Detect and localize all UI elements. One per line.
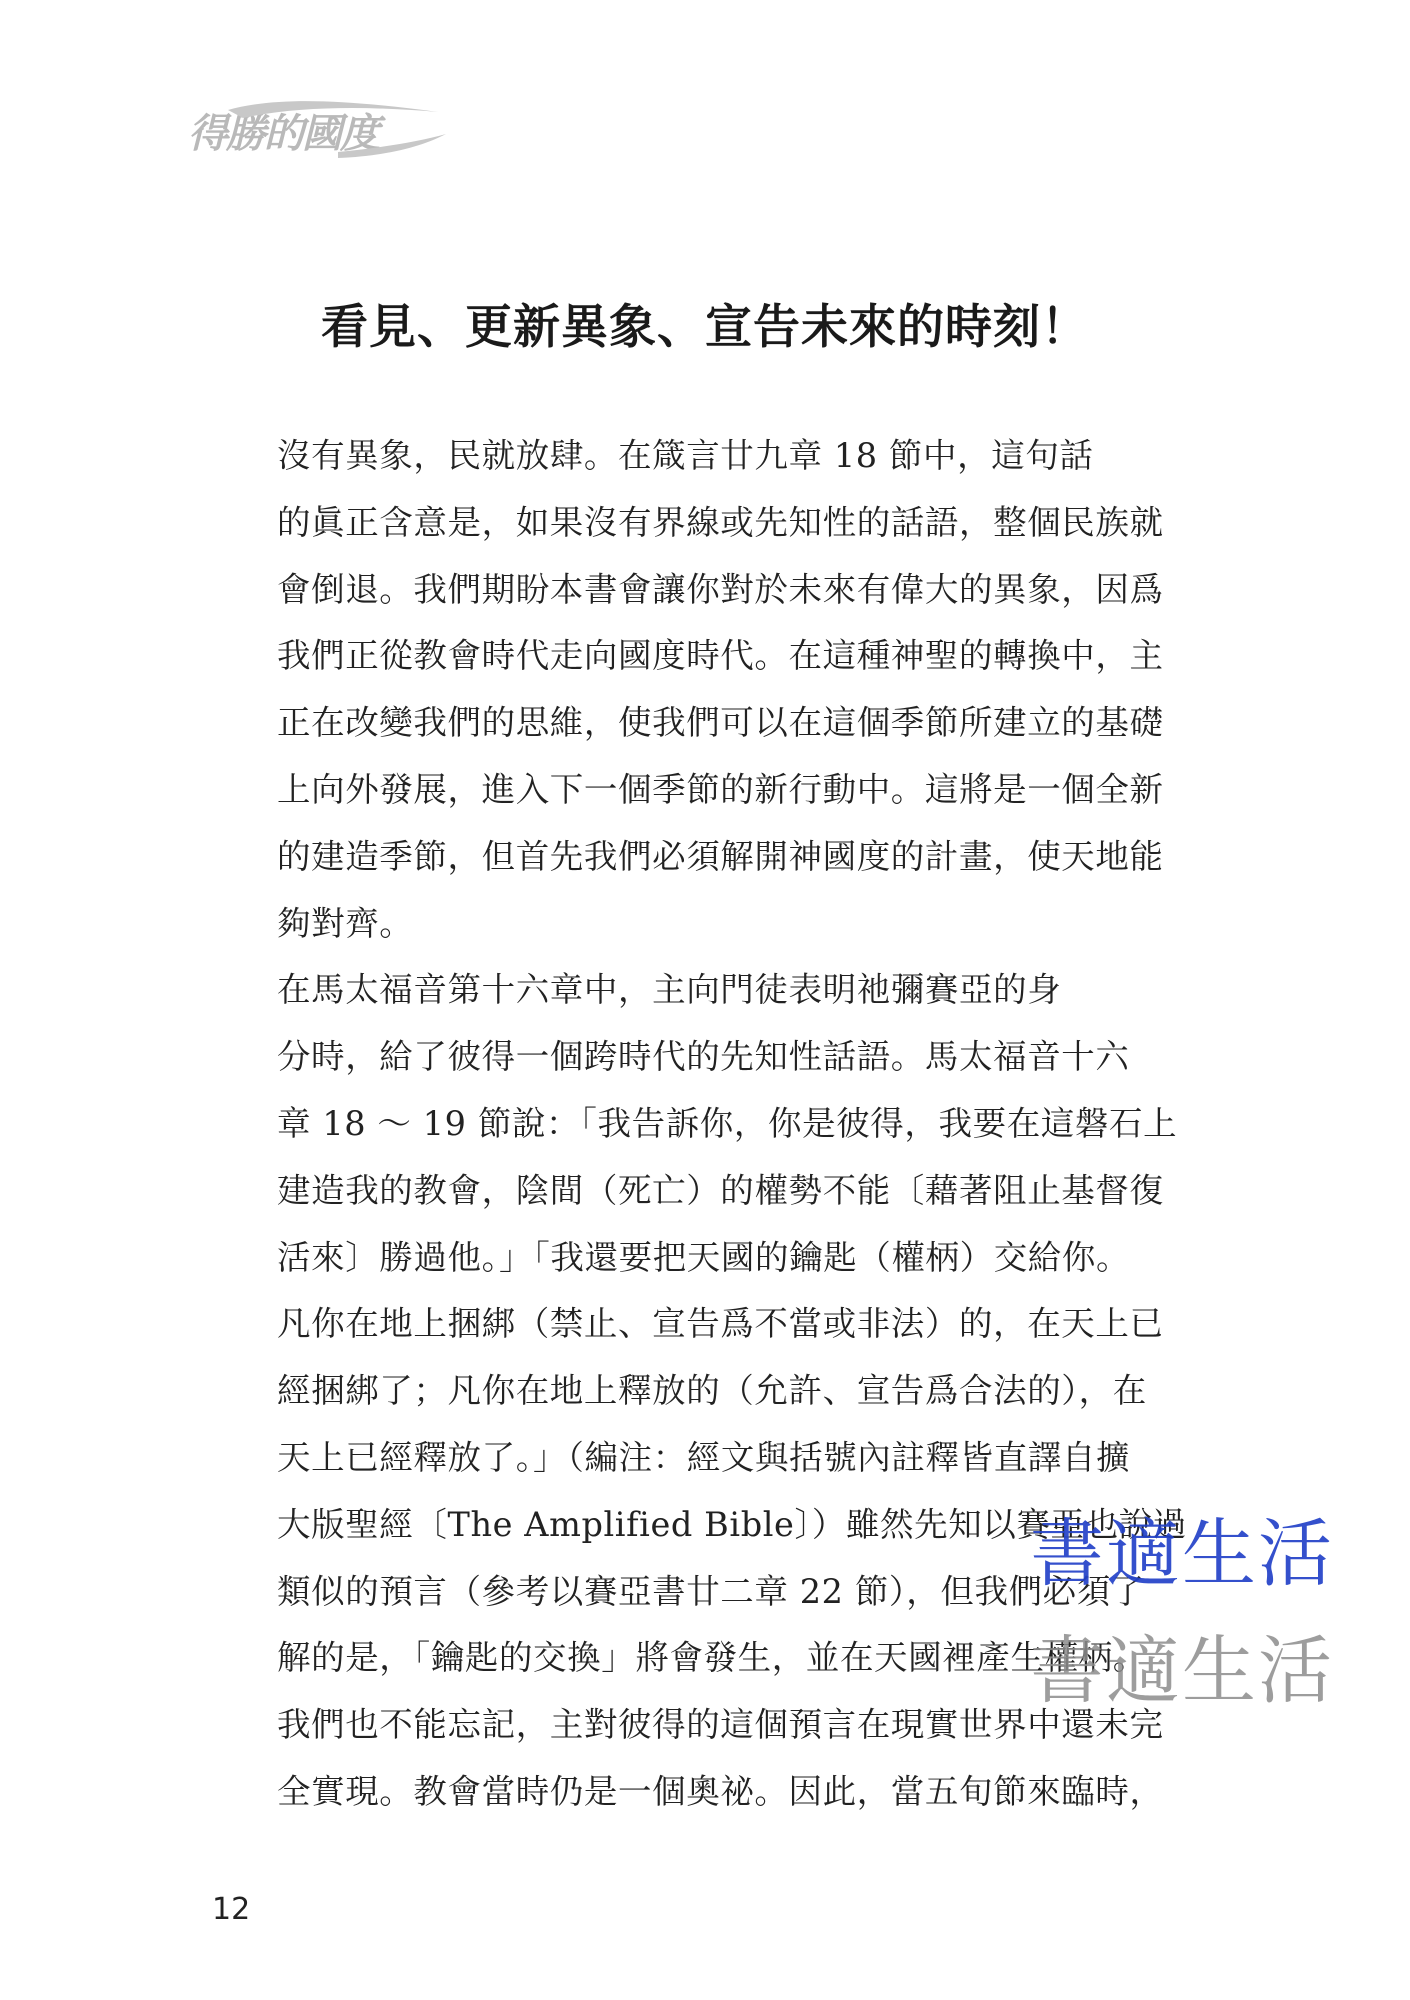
text-line: 經捆綁了；凡你在地上釋放的（允許、宣告爲合法的），在 bbox=[277, 1371, 1147, 1411]
text-line: 我們也不能忘記，主對彼得的這個預言在現實世界中還未完 bbox=[277, 1705, 1164, 1745]
text-line: 沒有異象，民就放肆。在箴言廿九章 18 節中，這句話 bbox=[277, 436, 1094, 475]
swoosh-icon bbox=[188, 98, 448, 168]
text-line: 在馬太福音第十六章中，主向門徒表明祂彌賽亞的身 bbox=[277, 970, 1062, 1010]
text-line: 正在改變我們的思維，使我們可以在這個季節所建立的基礎 bbox=[277, 703, 1164, 743]
text-line: 章 18 ～ 19 節說：「我告訴你，你是彼得，我要在這磐石上 bbox=[277, 1103, 1178, 1143]
text-line: 解的是，「鑰匙的交換」將會發生，並在天國裡產生權柄。 bbox=[277, 1638, 1147, 1678]
text-line: 我們正從教會時代走向國度時代。在這種神聖的轉換中，主 bbox=[277, 636, 1164, 676]
text-line: 全實現。教會當時仍是一個奧祕。因此，當五旬節來臨時， bbox=[277, 1771, 1164, 1811]
text-line: 上向外發展，進入下一個季節的新行動中。這將是一個全新 bbox=[277, 769, 1164, 809]
book-title-logo: 得勝的國度 bbox=[188, 111, 378, 157]
text-line: 會倒退。我們期盼本書會讓你對於未來有偉大的異象，因爲 bbox=[277, 569, 1164, 609]
page-number: 12 bbox=[212, 1892, 251, 1927]
text-line: 天上已經釋放了。」（編注：經文與括號內註釋皆直譯自擴 bbox=[277, 1437, 1131, 1477]
text-line: 凡你在地上捆綁（禁止、宣告爲不當或非法）的，在天上已 bbox=[277, 1304, 1164, 1344]
text-line: 的眞正含意是，如果沒有界線或先知性的話語，整個民族就 bbox=[277, 502, 1164, 542]
text-line: 夠對齊。 bbox=[277, 903, 414, 943]
text-line: 的建造季節，但首先我們必須解開神國度的計畫，使天地能 bbox=[277, 836, 1164, 876]
text-line: 活來〕勝過他。」「我還要把天國的鑰匙（權柄）交給你。 bbox=[277, 1237, 1131, 1277]
running-header-logo bbox=[188, 98, 448, 168]
watermark-blue: 書適生活 bbox=[1030, 1511, 1334, 1597]
chapter-title: 看見、更新異象、宣告未來的時刻！ bbox=[321, 300, 1089, 355]
text-line: 類似的預言（參考以賽亞書廿二章 22 節），但我們必須了 bbox=[277, 1571, 1145, 1611]
paragraph-1 bbox=[210, 423, 1226, 957]
watermark-gray: 書適生活 bbox=[1030, 1628, 1334, 1714]
text-line: 大版聖經〔The Amplified Bible〕）雖然先知以賽亞也說過 bbox=[277, 1504, 1187, 1544]
text-line: 分時，給了彼得一個跨時代的先知性話語。馬太福音十六 bbox=[277, 1037, 1130, 1077]
text-line: 建造我的教會，陰間（死亡）的權勢不能〔藉著阻止基督復 bbox=[277, 1170, 1164, 1210]
